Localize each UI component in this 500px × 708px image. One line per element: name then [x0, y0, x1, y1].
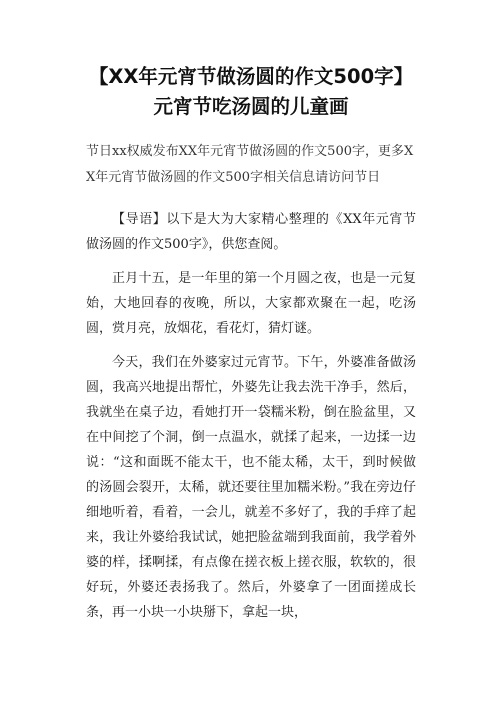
paragraph-guide: 【导语】以下是大为大家精心整理的《XX年元宵节做汤圆的作文500字》，供您查阅。	[86, 212, 416, 252]
document-title: 【XX年元宵节做汤圆的作文500字】元宵节吃汤圆的儿童画	[88, 65, 414, 118]
paragraph-making-tangyuan: 今天，我们在外婆家过元宵节。下午，外婆准备做汤圆，我高兴地提出帮忙，外婆先让我去洗干净手，然后，我就坐在桌子边，看她打开一袋糯米粉，倒在脸盆里，又在中间挖了个洞，倒一点温水，就揉了起来，一边揉一边说：“这和面既不能太干，也不能太稀，太干，到时候做的汤圆会裂开，太稀，就还要往里加糯米粉。”我在旁边仔细地听着，看着，一会儿，就差不多好了，我的手痒了起来，我让外婆给我试试，她把脸盆端到我面前，我学着外婆的样，揉啊揉，有点像在搓衣板上搓衣服，软软的，很好玩，外婆还表扬我了。然后，外婆拿了一团面搓成长条，再一小块一小块掰下，拿起一块，	[86, 355, 416, 620]
paragraph-lantern-festival: 正月十五，是一年里的第一个月圆之夜，也是一元复始，大地回春的夜晚，所以，大家都欢聚在一起，吃汤圆，赏月亮，放烟花，看花灯，猜灯谜。	[86, 271, 416, 336]
document-intro: 节日xx权威发布XX年元宵节做汤圆的作文500字，更多XX年元宵节做汤圆的作文500字相关信息请访问节日	[86, 144, 414, 185]
document-page	[86, 62, 416, 625]
